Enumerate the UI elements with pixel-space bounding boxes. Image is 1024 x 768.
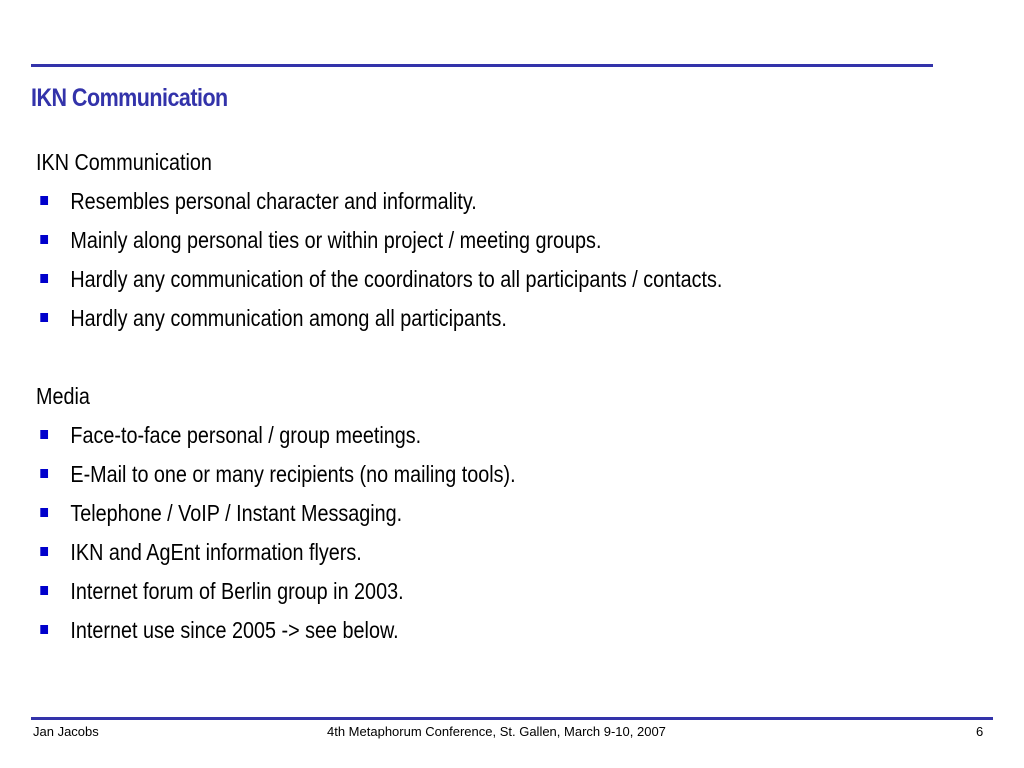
bullet-text: Internet use since 2005 -> see below. xyxy=(70,617,399,643)
page-number: 6 xyxy=(976,724,984,739)
media-bullet-list xyxy=(36,419,862,653)
section-spacer xyxy=(36,341,862,380)
bullet-item xyxy=(36,575,862,614)
bullet-item xyxy=(36,185,862,224)
bullet-item xyxy=(36,302,862,341)
square-bullet-icon xyxy=(40,547,48,556)
slide-body xyxy=(36,146,862,653)
bullet-item xyxy=(36,419,862,458)
bullet-item xyxy=(36,458,862,497)
square-bullet-icon xyxy=(40,469,48,478)
square-bullet-icon xyxy=(40,625,48,634)
bullet-item xyxy=(36,536,862,575)
square-bullet-icon xyxy=(40,235,48,244)
footer-author: Jan Jacobs xyxy=(33,724,99,739)
section-heading-communication: IKN Communication xyxy=(36,149,212,175)
square-bullet-icon xyxy=(40,508,48,517)
bullet-text: Hardly any communication of the coordinators to all participants / contacts. xyxy=(70,266,723,292)
bullet-item xyxy=(36,263,862,302)
bullet-item xyxy=(36,614,862,653)
section-heading-media: Media xyxy=(36,383,90,409)
footer-divider xyxy=(31,717,993,720)
bullet-item xyxy=(36,224,862,263)
bullet-item xyxy=(36,497,862,536)
square-bullet-icon xyxy=(40,196,48,205)
bullet-text: Resembles personal character and informality. xyxy=(70,188,477,214)
square-bullet-icon xyxy=(40,430,48,439)
footer-event: 4th Metaphorum Conference, St. Gallen, March 9-10, 2007 xyxy=(327,724,666,739)
bullet-text: E-Mail to one or many recipients (no mailing tools). xyxy=(70,461,516,487)
square-bullet-icon xyxy=(40,586,48,595)
square-bullet-icon xyxy=(40,313,48,322)
title-divider xyxy=(31,64,933,67)
bullet-text: Internet forum of Berlin group in 2003. xyxy=(70,578,404,604)
square-bullet-icon xyxy=(40,274,48,283)
communication-bullet-list xyxy=(36,185,862,341)
bullet-text: Mainly along personal ties or within project / meeting groups. xyxy=(70,227,602,253)
bullet-text: Telephone / VoIP / Instant Messaging. xyxy=(70,500,403,526)
bullet-text: Face-to-face personal / group meetings. xyxy=(70,422,422,448)
bullet-text: IKN and AgEnt information flyers. xyxy=(70,539,362,565)
bullet-text: Hardly any communication among all participants. xyxy=(70,305,507,331)
slide-title: IKN Communication xyxy=(31,84,228,112)
